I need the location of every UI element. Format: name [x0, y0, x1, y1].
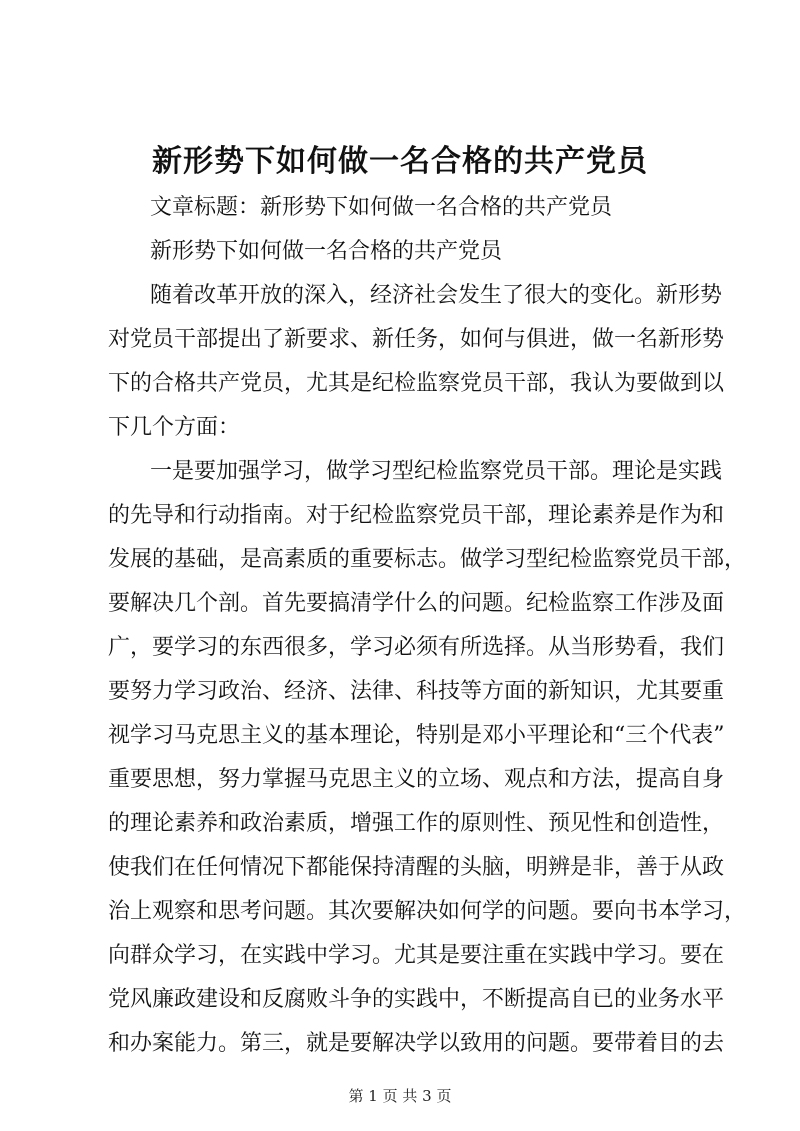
paragraph-2-line-3: 发展的基础，是高素质的重要标志。做学习型纪检监察党员干部，: [108, 547, 747, 572]
paragraph-2-line-13: 党风廉政建设和反腐败斗争的实践中，不断提高自已的业务水平: [108, 987, 725, 1012]
paragraph-2-line-10: 使我们在任何情况下都能保持清醒的头脑，明辨是非，善于从政: [108, 855, 725, 880]
paragraph-2-line-2: 的先导和行动指南。对于纪检监察党员干部，理论素养是作为和: [108, 503, 725, 528]
paragraph-2-line-1: 一是要加强学习，做学习型纪检监察党员干部。理论是实践: [150, 459, 723, 484]
paragraph-2-line-12: 向群众学习，在实践中学习。尤其是要注重在实践中学习。要在: [108, 943, 725, 968]
paragraph-1-line-3: 下的合格共产党员，尤其是纪检监察党员干部，我认为要做到以: [108, 371, 725, 396]
meta-title-line: 文章标题：新形势下如何做一名合格的共产党员: [150, 195, 613, 220]
paragraph-1-line-4: 下几个方面：: [108, 415, 241, 440]
paragraph-1-line-2: 对党员干部提出了新要求、新任务，如何与俱进，做一名新形势: [108, 327, 725, 352]
page-number-footer: 第 1 页 共 3 页: [348, 1087, 452, 1105]
paragraph-2-line-14: 和办案能力。第三，就是要解决学以致用的问题。要带着目的去: [108, 1031, 725, 1056]
paragraph-2-line-7: 视学习马克思主义的基本理论，特别是邓小平理论和“三个代表”: [108, 723, 725, 748]
paragraph-2-line-11: 治上观察和思考问题。其次要解决如何学的问题。要向书本学习，: [108, 899, 747, 924]
paragraph-2-line-5: 广，要学习的东西很多，学习必须有所选择。从当形势看，我们: [108, 635, 725, 660]
subtitle-line: 新形势下如何做一名合格的共产党员: [150, 239, 503, 264]
document-title: 新形势下如何做一名合格的共产党员: [152, 144, 648, 179]
paragraph-2-line-4: 要解决几个剖。首先要搞清学什么的问题。纪检监察工作涉及面: [108, 591, 725, 616]
paragraph-2-line-9: 的理论素养和政治素质，增强工作的原则性、预见性和创造性，: [108, 811, 725, 836]
paragraph-2-line-6: 要努力学习政治、经济、法律、科技等方面的新知识，尤其要重: [108, 679, 725, 704]
paragraph-1-line-1: 随着改革开放的深入，经济社会发生了很大的变化。新形势: [150, 283, 723, 308]
paragraph-2-line-8: 重要思想，努力掌握马克思主义的立场、观点和方法，提高自身: [108, 767, 725, 792]
